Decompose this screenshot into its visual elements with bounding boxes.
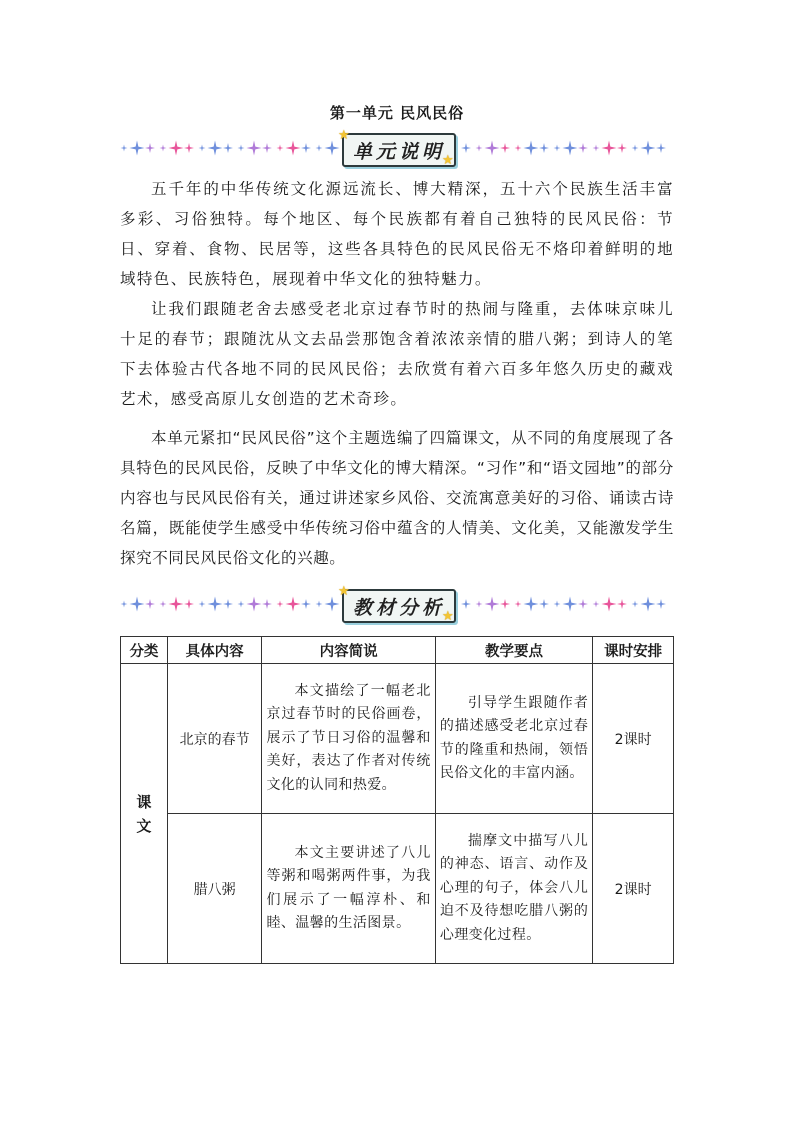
sparkle-icon — [617, 599, 627, 609]
category-cell — [121, 664, 168, 964]
sparkle-icon — [184, 599, 194, 609]
sparkle-icon — [208, 597, 223, 612]
sparkle-icon — [160, 145, 167, 152]
hours-cell: 2课时 — [593, 814, 674, 964]
sparkle-icon — [602, 141, 617, 156]
sparkle-icon — [563, 141, 578, 156]
sparkle-icon — [130, 597, 145, 612]
sparkle-icon — [208, 141, 223, 156]
category-label: 课 文 — [136, 792, 152, 835]
sparkle-icon — [602, 597, 617, 612]
sparkle-icon — [223, 599, 233, 609]
intro-paragraph-1: 五千年的中华传统文化源远流长、博大精深，五十六个民族生活丰富多彩、习俗独特。每个地区、每个民族都有着自己独特的民风民俗：节日、穿着、食物、民居等，这些各具特色的民风民俗无不烙印着鲜明的地域特色、民族特色，展现着中华文化的独特魅力。 — [120, 180, 674, 288]
table-row — [121, 664, 674, 814]
sparkle-icon — [199, 601, 206, 608]
sparkle-icon — [262, 143, 272, 153]
sparkle-icon — [563, 597, 578, 612]
sparkle-icon — [316, 601, 323, 608]
sparkle-icon — [476, 145, 483, 152]
sparkle-icon — [593, 601, 600, 608]
sparkle-icon — [524, 597, 539, 612]
sparkle-icon — [554, 145, 561, 152]
sparkle-icon — [301, 143, 311, 153]
teaching-points-cell: 引导学生跟随作者的描述感受老北京过春节的隆重和热闹，领悟民俗文化的丰富内涵。 — [435, 664, 592, 814]
intro-paragraph-3: 本单元紧扣“民风民俗”这个主题选编了四篇课文，从不同的角度展现了各具特色的民风民俗，反映了中华文化的博大精深。“习作”和“语文园地”的部分内容也与民风民俗有关，通过讲述家乡风俗、交流寓意美好的习俗、诵读古诗名篇，既能使学生感受中华传统习俗中蕴含的人情美、文化美，又能激发学生探究不同民风民俗文化的兴趣。 — [120, 429, 674, 567]
sparkle-icon — [524, 141, 539, 156]
content-cell: 腊八粥 — [167, 814, 262, 964]
sparkle-icon — [286, 141, 301, 156]
material-analysis-table — [120, 636, 674, 964]
sparkle-icon — [145, 143, 155, 153]
star-icon: ★ — [338, 128, 350, 143]
sparkle-icon — [500, 599, 510, 609]
sparkle-icon — [476, 601, 483, 608]
summary-cell: 本文描绘了一幅老北京过春节时的民俗画卷，展示了节日习俗的温馨和美好，表达了作者对传统文化的认同和热爱。 — [262, 664, 435, 814]
sparkle-icon — [169, 597, 184, 612]
content-cell: 北京的春节 — [167, 664, 262, 814]
header-category: 分类 — [121, 637, 168, 664]
sparkle-icon — [461, 599, 471, 609]
sparkle-icon — [641, 597, 656, 612]
sparkle-icon — [130, 141, 145, 156]
sparkle-icon — [121, 601, 128, 608]
sparkle-icon — [247, 597, 262, 612]
sparkle-icon — [316, 145, 323, 152]
sparkle-icon — [617, 143, 627, 153]
sparkle-icon — [277, 145, 284, 152]
sparkle-icon — [262, 599, 272, 609]
section-banner-material-analysis — [120, 584, 674, 624]
sparkle-icon — [301, 599, 311, 609]
star-icon: ★ — [442, 609, 454, 624]
sparkle-icon — [632, 601, 639, 608]
section-label: 教材分析 — [342, 589, 456, 623]
sparkle-icon — [238, 601, 245, 608]
header-teaching-points: 教学要点 — [435, 637, 592, 664]
section-banner-unit-description — [120, 128, 674, 168]
hours-cell: 2课时 — [593, 664, 674, 814]
sparkle-icon — [238, 145, 245, 152]
sparkle-icon — [500, 143, 510, 153]
teaching-points-cell: 揣摩文中描写八儿的神态、语言、动作及心理的句子，体会八儿迫不及待想吃腊八粥的心理变化过程。 — [435, 814, 592, 964]
sparkle-icon — [223, 143, 233, 153]
sparkle-icon — [160, 601, 167, 608]
header-content: 具体内容 — [167, 637, 262, 664]
table-row — [121, 814, 674, 964]
sparkle-icon — [632, 145, 639, 152]
sparkle-icon — [515, 601, 522, 608]
star-icon: ★ — [442, 153, 454, 168]
sparkle-icon — [578, 599, 588, 609]
sparkle-icon — [656, 599, 666, 609]
header-summary: 内容简说 — [262, 637, 435, 664]
header-hours: 课时安排 — [593, 637, 674, 664]
sparkle-icon — [184, 143, 194, 153]
intro-paragraph-2: 让我们跟随老舍去感受老北京过春节时的热闹与隆重，去体味京味儿十足的春节；跟随沈从文去品尝那饱含着浓浓亲情的腊八粥；到诗人的笔下去体验古代各地不同的民风民俗；去欣赏有着六百多年悠久历史的藏戏艺术，感受高原儿女创造的艺术奇珍。 — [120, 300, 674, 408]
summary-cell: 本文主要讲述了八儿等粥和喝粥两件事，为我们展示了一幅淳朴、和睦、温馨的生活图景。 — [262, 814, 435, 964]
sparkle-icon — [121, 145, 128, 152]
sparkle-icon — [554, 601, 561, 608]
page-title: 第一单元 民风民俗 — [329, 104, 465, 122]
sparkle-icon — [247, 141, 262, 156]
table-header-row — [121, 637, 674, 664]
sparkle-icon — [485, 597, 500, 612]
sparkle-icon — [286, 597, 301, 612]
sparkle-icon — [145, 599, 155, 609]
sparkle-icon — [656, 143, 666, 153]
sparkle-icon — [485, 141, 500, 156]
sparkle-icon — [277, 601, 284, 608]
sparkle-icon — [539, 143, 549, 153]
sparkle-icon — [169, 141, 184, 156]
sparkle-icon — [641, 141, 656, 156]
star-icon: ★ — [338, 584, 350, 599]
sparkle-icon — [578, 143, 588, 153]
sparkle-icon — [199, 145, 206, 152]
sparkle-icon — [539, 599, 549, 609]
sparkle-icon — [593, 145, 600, 152]
section-label: 单元说明 — [342, 133, 456, 167]
sparkle-icon — [515, 145, 522, 152]
sparkle-icon — [461, 143, 471, 153]
